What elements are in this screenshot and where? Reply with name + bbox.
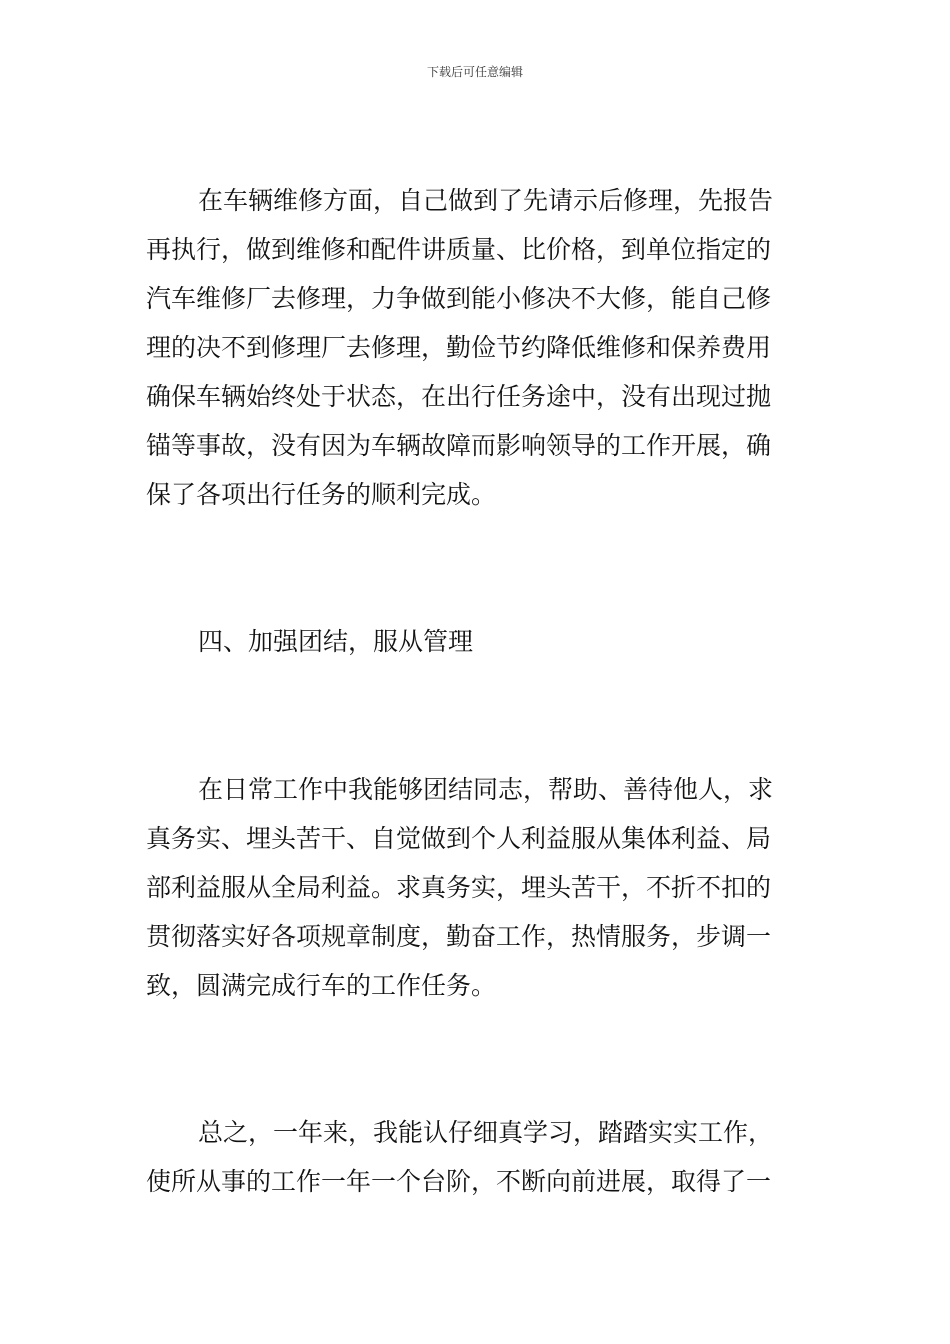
text-line: 理的决不到修理厂去修理，勤俭节约降低维修和保养费用 [146, 333, 772, 362]
text-line: 锚等事故，没有因为车辆故障而影响领导的工作开展，确 [146, 431, 772, 460]
document-body [146, 176, 806, 1206]
text-line: 汽车维修厂去修理，力争做到能小修决不大修，能自己修 [146, 284, 772, 313]
text-line: 在车辆维修方面，自己做到了先请示后修理，先报告 [198, 186, 774, 215]
paragraph-teamwork [146, 765, 806, 1010]
paragraph-vehicle-maintenance [146, 176, 806, 519]
text-line: 致，圆满完成行车的工作任务。 [146, 971, 497, 1000]
page-header: 下载后可任意编辑 [426, 65, 523, 79]
text-line: 总之，一年来，我能认仔细真学习，踏踏实实工作， [198, 1118, 774, 1147]
paragraph-summary [146, 1108, 806, 1206]
text-line: 部利益服从全局利益。求真务实，埋头苦干，不折不扣的 [146, 873, 772, 902]
text-line: 使所从事的工作一年一个台阶，不断向前进展，取得了一 [146, 1167, 772, 1196]
text-line: 真务实、埋头苦干、自觉做到个人利益服从集体利益、局 [146, 824, 772, 853]
text-line: 在日常工作中我能够团结同志，帮助、善待他人，求 [198, 775, 774, 804]
section-heading [146, 617, 806, 666]
section-heading-text: 四、加强团结，服从管理 [198, 627, 474, 656]
text-line: 保了各项出行任务的顺利完成。 [146, 480, 497, 509]
text-line: 再执行，做到维修和配件讲质量、比价格，到单位指定的 [146, 235, 772, 264]
text-line: 确保车辆始终处于状态，在出行任务途中，没有出现过抛 [146, 382, 772, 411]
text-line: 贯彻落实好各项规章制度，勤奋工作，热情服务，步调一 [146, 922, 772, 951]
